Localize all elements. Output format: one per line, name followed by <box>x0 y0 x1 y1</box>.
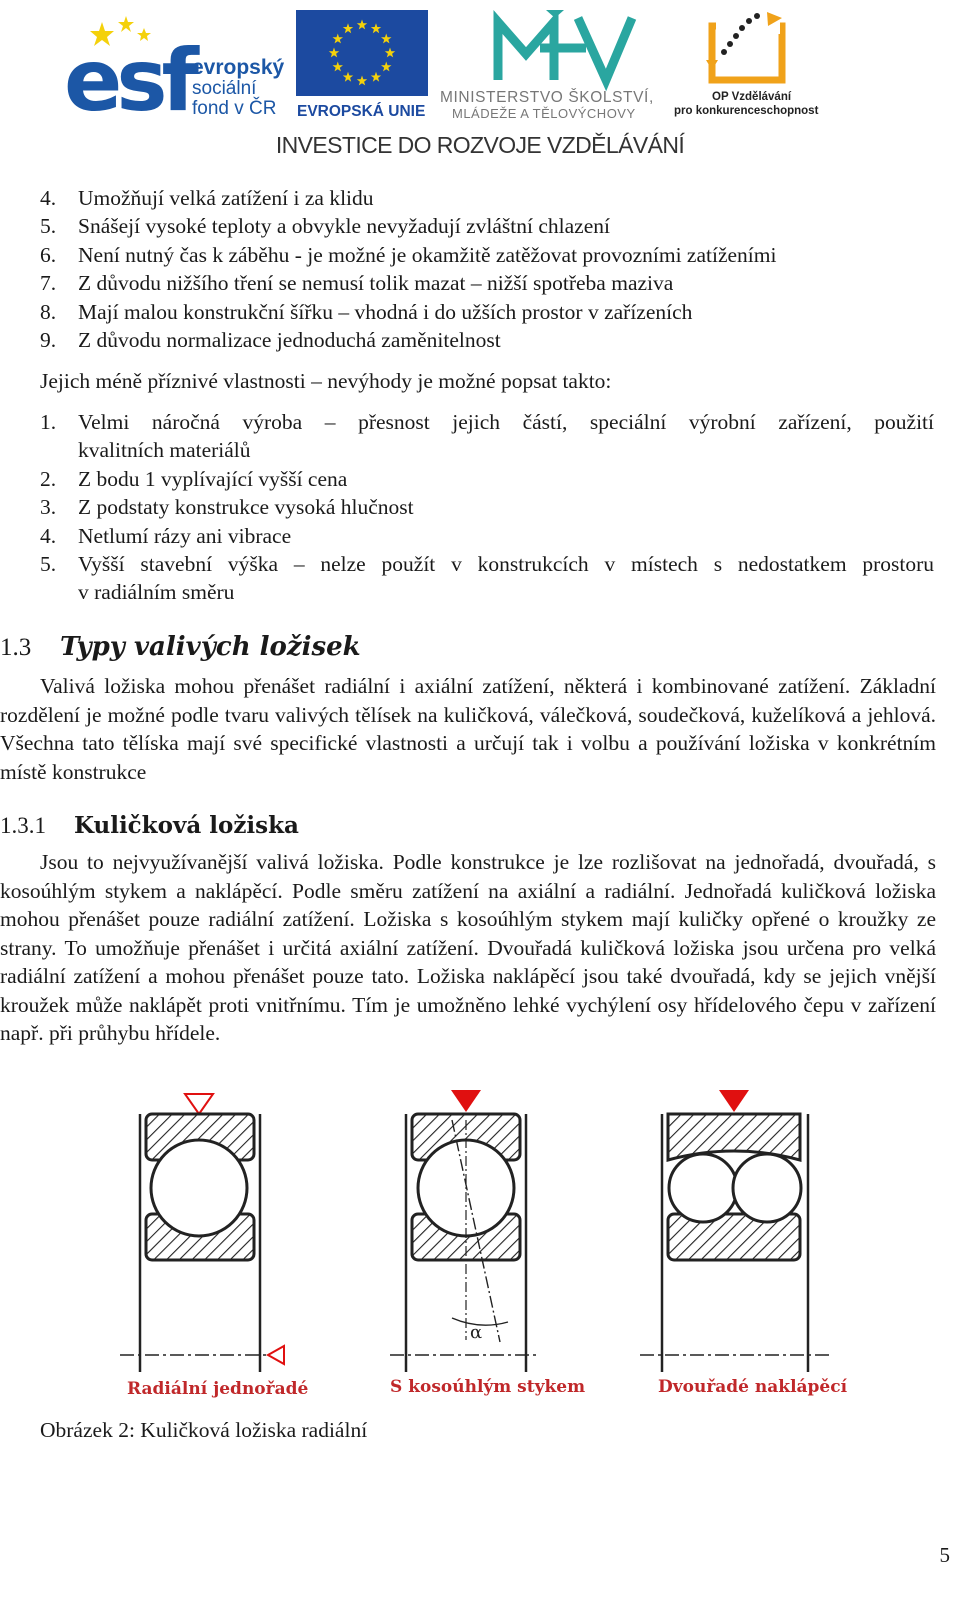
list-item: 3. Z podstaty konstrukce vysoká hlučnost <box>40 495 414 519</box>
bearing-angular-contact <box>390 1090 585 1397</box>
list-item: 1. Velmi náročná výroba – přesnost jejich částí, speciální výrobní zařízení, použití <box>40 410 934 434</box>
opvk-logo <box>672 8 822 120</box>
alpha-label: α <box>470 1322 483 1343</box>
bearing-double-row-self-aligning <box>640 1090 848 1397</box>
opvk-text-2: pro konkurenceschopnost <box>674 105 819 117</box>
list-item: 5. Snášejí vysoké teploty a obvykle nevyžadují zvláštní chlazení <box>40 214 610 238</box>
page-header <box>0 0 960 170</box>
subsection-heading: 1.3.1 Kuličková ložiska <box>0 812 299 839</box>
list-item: 7. Z důvodu nižšího tření se nemusí tolik mazat – nižší spotřeba maziva <box>40 271 674 295</box>
load-arrow-icon <box>719 1090 749 1112</box>
list-item: 5. Vyšší stavební výška – nelze použít v konstrukcích v místech s nedostatkem prostoru <box>40 552 934 576</box>
list-item-continuation: v radiálním směru <box>78 580 235 604</box>
load-arrow-icon <box>185 1094 213 1114</box>
section-heading: 1.3 Typy valivých ložisek <box>0 632 361 662</box>
list-item: 6. Není nutný čas k záběhu - je možné je okamžitě zatěžovat provozními zatíženími <box>40 243 777 267</box>
subsection-paragraph: Jsou to nejvyužívanější valivá ložiska. Podle konstrukce je lze rozlišovat na jednořadá, dvouřadá, s kosoúhlým stykem a naklápěcí. Podle směru zatížení na axiální a radiální. Jednořadá kuličková ložiska mohou přenášet pouze radiální zatížení. Ložiska s kosoúhlým stykem mají kuličky opřené o kroužky ze strany. To umožňuje přenášet i určitá axiální zatížení. Dvouřadá kuličková ložiska jsou určena pro velká radiální zatížení a mohou přenášet pouze tato. Ložiska naklápěcí jsou také dvouřadá, kdy se jejich vnější kroužek může naklápět proti vnitřnímu. Tím je umožněno lehké vychýlení osy hřídelového čepu v zařízení např. při průhybu hřídele. <box>0 850 936 1045</box>
list-item: 2. Z bodu 1 vyplívající vyšší cena <box>40 467 348 491</box>
esf-text-3: fond v ČR <box>192 98 277 119</box>
esf-text-1: evropský <box>192 56 285 79</box>
esf-logo <box>64 10 290 120</box>
axial-arrow-icon <box>268 1346 284 1364</box>
eu-label: EVROPSKÁ UNIE <box>297 103 426 120</box>
figure-label-3: Dvouřadé naklápěcí <box>658 1377 848 1397</box>
list-item-continuation: kvalitních materiálů <box>78 438 251 462</box>
figure-caption: Obrázek 2: Kuličková ložiska radiální <box>40 1418 368 1442</box>
figure-label-1: Radiální jednořadé <box>127 1379 309 1399</box>
msmt-text-2: MLÁDEŽE A TĚLOVÝCHOVY <box>452 106 636 120</box>
section-paragraph: Valivá ložiska mohou přenášet radiální i axiální zatížení, některá i kombinované zatížení. Základní rozdělení je možné podle tvaru valivých tělísek na kuličková, válečková, soudečková, kuželíková a jehlová. Všechna tato tělíska mají své specifické vlastnosti a určují tak i volbu a používání ložiska v konkrétním místě konstrukce <box>0 674 936 784</box>
list-item: 8. Mají malou konstrukční šířku – vhodná i do užších prostor v zařízeních <box>40 300 693 324</box>
eu-flag-logo <box>296 10 428 120</box>
opvk-text-1: OP Vzdělávání <box>712 91 792 103</box>
load-arrow-icon <box>451 1090 481 1112</box>
esf-text-2: sociální <box>192 78 257 99</box>
list-item: 9. Z důvodu normalizace jednoduchá zaměnitelnost <box>40 328 501 352</box>
bearing-radial-single-row <box>120 1094 308 1399</box>
list-item: 4. Netlumí rázy ani vibrace <box>40 524 292 548</box>
page-number: 5 <box>939 1543 950 1567</box>
disadvantages-intro: Jejich méně příznivé vlastnosti – nevýhody je možné popsat takto: <box>40 369 612 393</box>
figure-label-2: S kosoúhlým stykem <box>390 1377 586 1397</box>
msmt-logo <box>436 8 668 120</box>
list-item: 4. Umožňují velká zatížení i za klidu <box>40 186 374 210</box>
investice-tagline: INVESTICE DO ROZVOJE VZDĚLÁVÁNÍ <box>275 132 685 158</box>
svg-text:esf: esf <box>64 31 193 120</box>
bearing-figure <box>0 1080 960 1410</box>
msmt-text-1: MINISTERSTVO ŠKOLSTVÍ, <box>440 89 654 106</box>
